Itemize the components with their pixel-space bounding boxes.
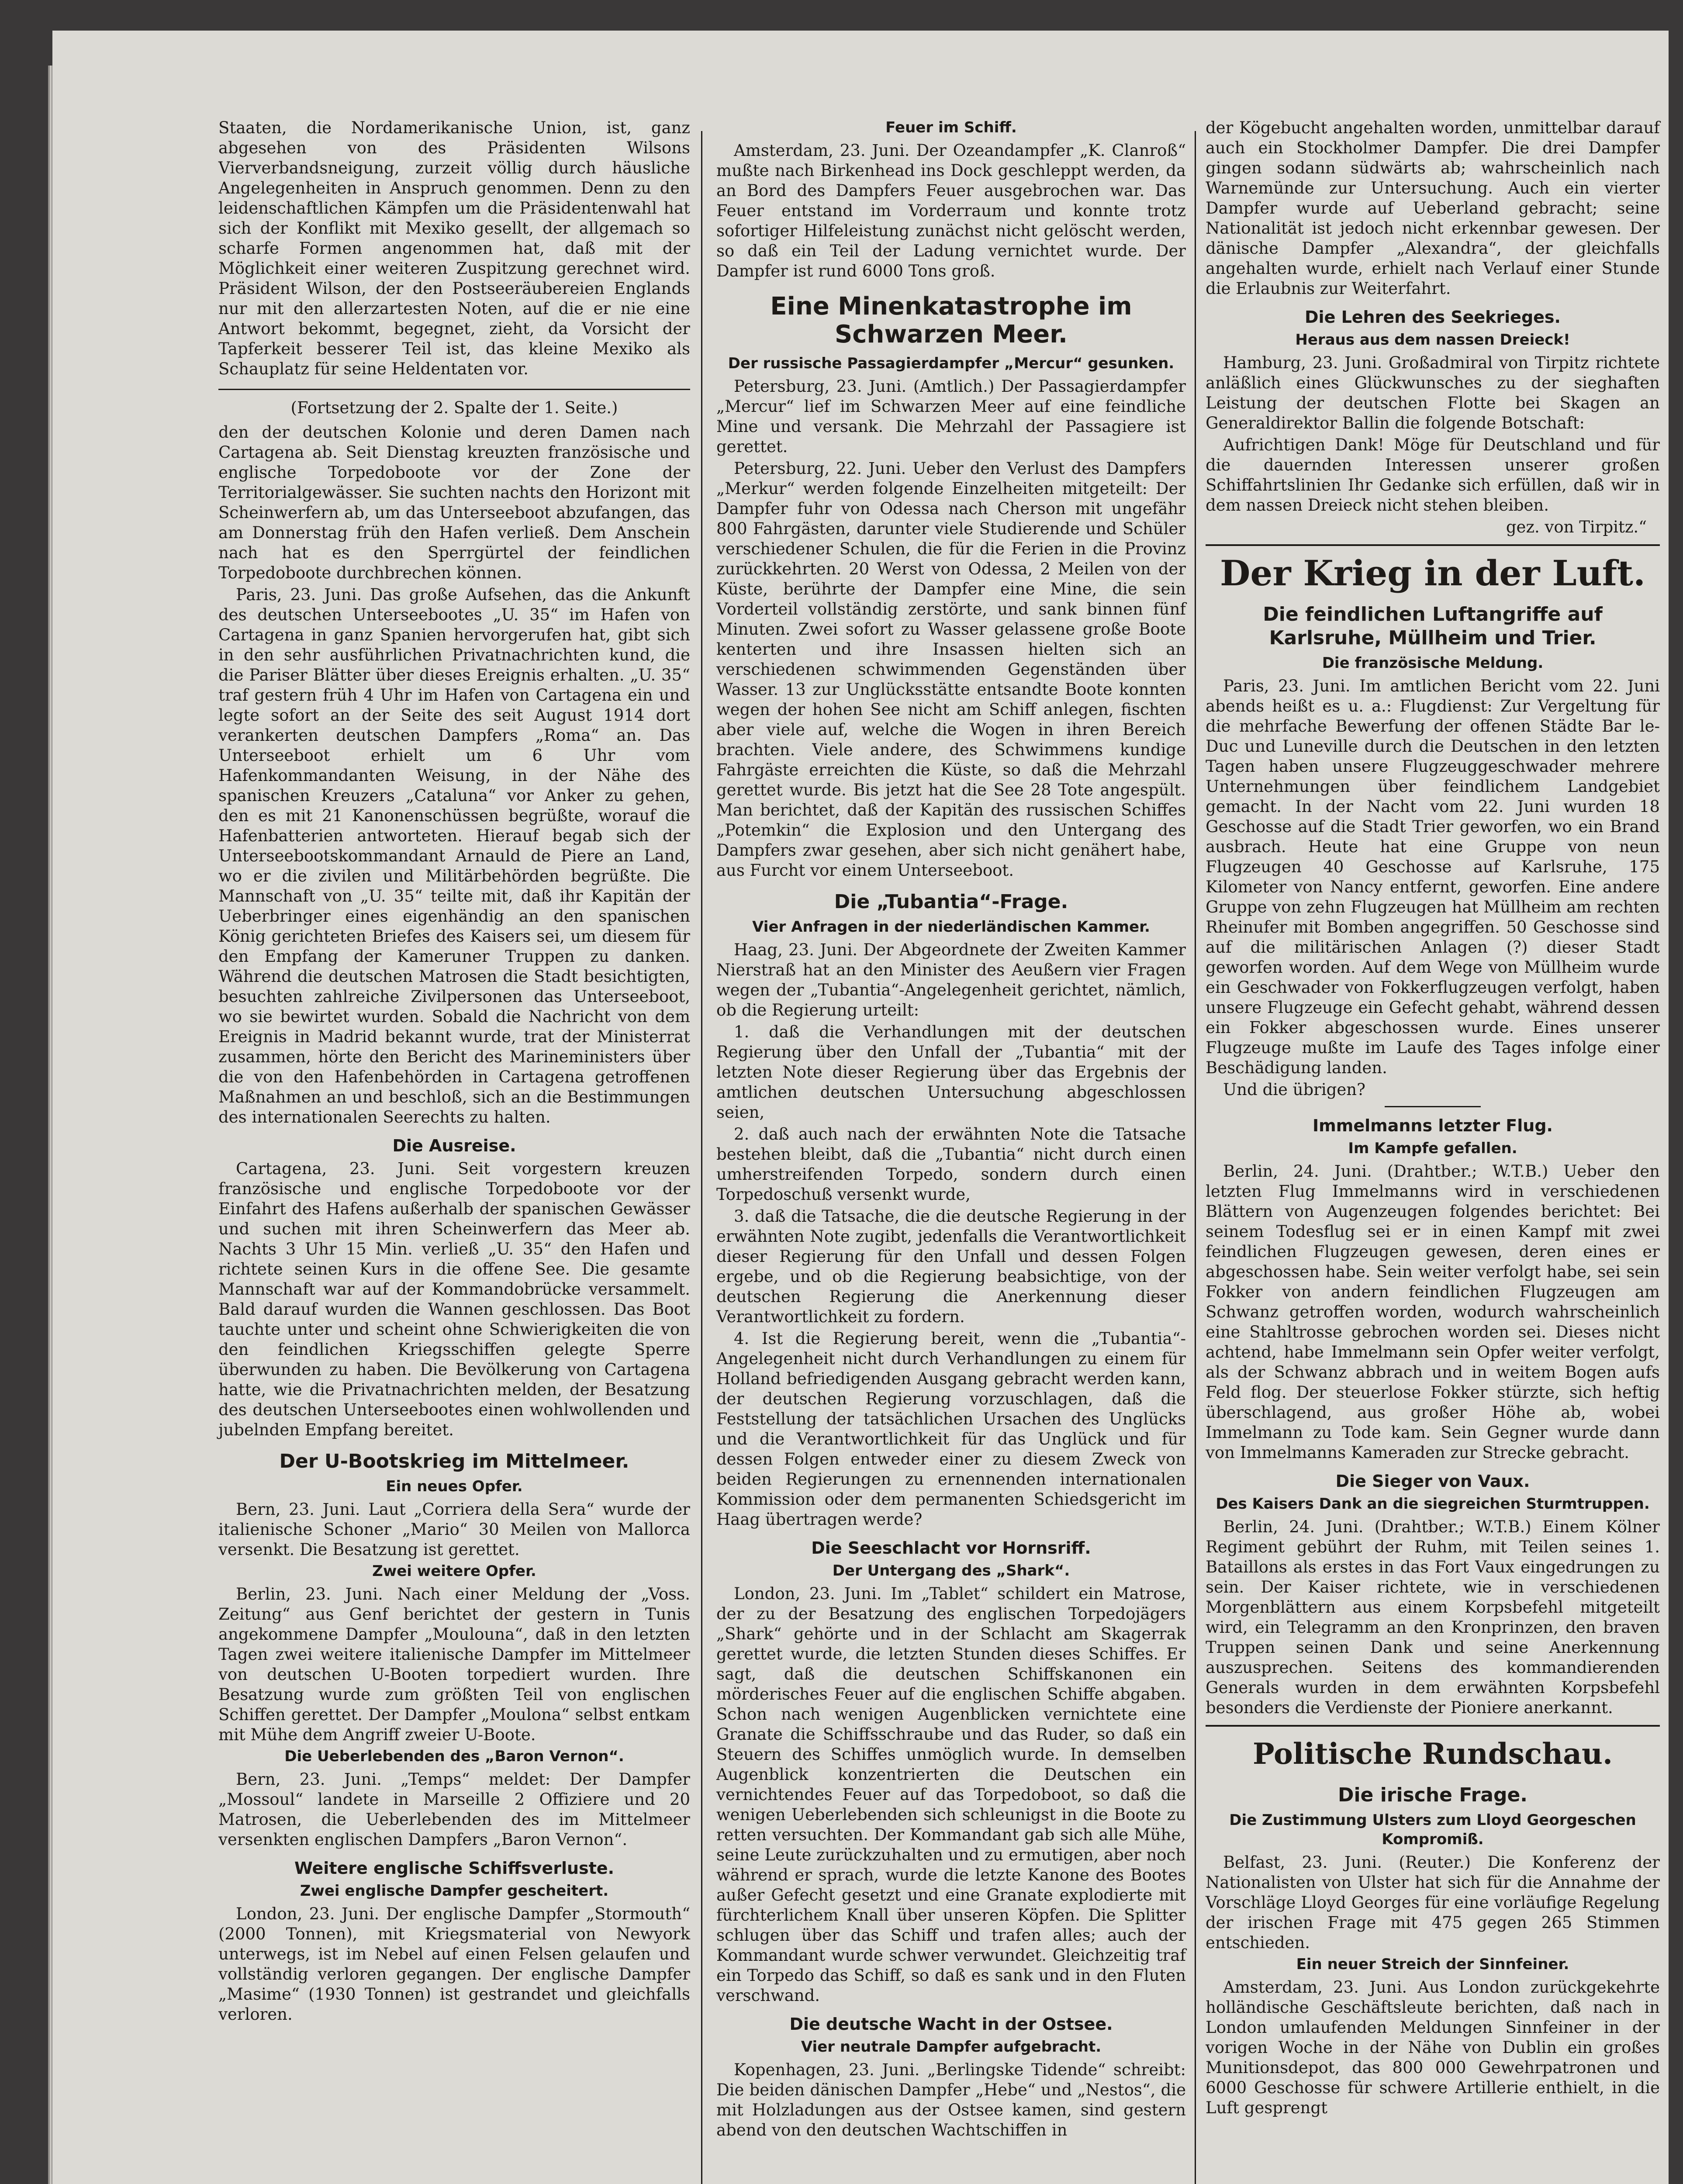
heading-krieg-in-der-luft: Der Krieg in der Luft. [1220,553,1645,594]
subheading-sinnfeiner: Ein neuer Streich der Sinnfeiner. [1296,1956,1569,1973]
paragraph-kopenhagen: Kopenhagen, 23. Juni. „Berlingske Tidende“ schreibt: Die beiden dänischen Dampfer „Hebe“ und „Nestos“, die mit Holzladungen aus der Ostsee kamen, sind gestern abend von den deutschen Wachtschiffen in [716,2060,1186,2139]
heading-tubantia: Die „Tubantia“-Frage. [834,891,1068,913]
paragraph-amsterdam: Amsterdam, 23. Juni. Der Ozeandampfer „K. Clanroß“ mußte nach Birkenhead ins Dock geschleppt werden, da an Bord des Dampfers Feuer ausgebrochen war. Das Feuer entstand im Vorderraum und konnte trotz sofortiger Hilfeleistung zunächst nicht gelöscht werden, so daß ein Teil der Ladung vernichtet wurde. Der Dampfer ist rund 6000 Tons groß. [716,141,1186,280]
paragraph-bern: Bern, 23. Juni. Laut „Corriera della Sera“ wurde der italienische Schoner „Mario“ 30 Meilen von Mallorca versenkt. Die Besatzung ist gerettet. [218,1500,690,1559]
paragraph-koege: der Kögebucht angehalten worden, unmittelbar darauf auch ein Stockholmer Dampfer. Die drei Dampfer gingen sodann südwärts ab; wahrscheinlich nach Warnemünde zur Untersuchung. Auch ein vierter Dampfer wurde auf Ueberland gebracht; seine Nationalität ist jedoch nicht erkennbar gewesen. Der dänische Dampfer „Alexandra“, der gleichfalls angehalten wurde, erhielt nach Verlauf einer Stunde die Erlaubnis zur Weiterfahrt. [1206,118,1660,298]
subheading-dreieck: Heraus aus dem nassen Dreieck! [1295,331,1570,349]
heading-ostsee: Die deutsche Wacht in der Ostsee. [789,2015,1113,2034]
paragraph-uebrigen: Und die übrigen? [1223,1080,1365,1099]
heading-lehren: Die Lehren des Seekrieges. [1305,308,1561,327]
subheading-ulster: Die Zustimmung Ulsters zum Lloyd Georgeschen Kompromiß. [1229,1811,1636,1848]
divider [1206,1725,1660,1727]
heading-luftangriffe: Die feindlichen Luftangriffe auf Karlsruhe, Müllheim und Trier. [1263,603,1603,649]
heading-ausreise: Die Ausreise. [392,1136,516,1155]
subheading-baron-vernon: Die Ueberlebenden des „Baron Vernon“. [284,1748,624,1765]
paragraph-frage-1: 1. daß die Verhandlungen mit der deutschen Regierung über den Unfall der „Tubantia“ mit der letzten Note dieser Regierung über das Ergebnis der amtlichen deutschen Untersuchung abgeschlossen seien, [716,1023,1186,1122]
subheading-vier-neutrale: Vier neutrale Dampfer aufgebracht. [801,2038,1102,2056]
heading-minenkatastrophe: Eine Minenkatastrophe im Schwarzen Meer. [770,292,1132,349]
paragraph-cartagena: den der deutschen Kolonie und deren Damen nach Cartagena ab. Seit Dienstag kreuzten französische und englische Torpedoboote vor der Zone der Territorialgewässer. Sie suchten nachts den Horizont mit Scheinwerfern ab, um das Unterseeboot abzufangen, das am Donnerstag früh den Hafen verließ. Dem Anschein nach hat es den Sperrgürtel der feindlichen Torpedoboote durchbrechen können. [218,423,690,582]
subheading-mercur: Der russische Passagierdampfer „Mercur“ gesunken. [728,355,1175,372]
subheading-vier-anfragen: Vier Anfragen in der niederländischen Kammer. [752,918,1150,936]
subheading-franz-meldung: Die französische Meldung. [1322,654,1544,672]
divider [218,389,690,390]
subheading-kaiser-dank: Des Kaisers Dank an die siegreichen Sturmtruppen. [1216,1495,1650,1513]
paragraph-berlin-2: Berlin, 24. Juni. (Drahtber.; W.T.B.) Ueber den letzten Flug Immelmanns wird in verschiedenen Blättern von Augenzeugen folgendes berichtet: Bei seinem Todesflug sei er in einen Kampf mit zwei feindlichen Flugzeugen gewesen, deren eines er abgeschossen habe. Sein weiter verfolgt habe, sei sein Fokker von andern feindlichen Flugzeugen am Schwanz getroffen worden, wodurch wahrscheinlich eine Stahltrosse gebrochen worden sei. Dieses nicht achtend, habe Immelmann sein Opfer weiter verfolgt, als der Schwanz abbrach und in weitem Bogen aufs Feld flog. Der steuerlose Fokker stürzte, sich heftig überschlagend, aus großer Höhe ab, wobei Immelmann zu Tode kam. Sein Gegner wurde dann von Immelmanns Kameraden zur Strecke gebracht. [1206,1162,1660,1462]
subheading-kampf: Im Kampfe gefallen. [1348,1140,1517,1157]
paragraph-amsterdam-2: Amsterdam, 23. Juni. Aus London zurückgekehrte holländische Geschäftsleute berichten, daß nach in London umlaufenden Meldungen Sinnfeiner in der vorigen Woche in der Nähe von Dublin ein großes Munitionsdepot, das 800 000 Gewehrpatronen und 6000 Geschosse für schwere Artillerie enthielt, in die Luft gesprengt [1206,1978,1660,2117]
heading-immelmann: Immelmanns letzter Flug. [1313,1116,1553,1135]
subheading-shark: Der Untergang des „Shark“. [832,1562,1070,1579]
heading-feuer: Feuer im Schiff. [885,119,1017,136]
paragraph-paris: Paris, 23. Juni. Das große Aufsehen, das die Ankunft des deutschen Unterseebootes „U. 35“ im Hafen von Cartagena in ganz Spanien hervorgerufen hat, gibt sich in den sehr ausführlichen Privatnachrichten kund, die die Pariser Blätter über dieses Ereignis erhalten. „U. 35“ traf gestern früh 4 Uhr im Hafen von Cartagena ein und legte sofort an der Seite des seit August 1914 dort verankerten deutschen Dampfers „Roma“ an. Das Unterseeboot erhielt um 6 Uhr vom Hafenkommandanten Weisung, in der Nähe des spanischen Kreuzers „Cataluna“ vor Anker zu gehen, den es mit 21 Kanonenschüssen begrüßte, worauf die Hafenbatterien antworteten. Hierauf begab sich der Unterseebootskommandant Arnauld de Piere an Land, wo er die zivilen und Militärbehörden begrüßte. Die Mannschaft von „U. 35“ teilte mit, daß ihr Kapitän der Ueberbringer eines eigenhändig an den spanischen König gerichteten Briefes des Kaisers sei, um diesem für den Empfang der Kameruner Truppen zu danken. Während die deutschen Matrosen die Stadt besichtigten, besuchten zahlreiche Zivilpersonen das Unterseeboot, wo sie bewirtet wurden. Sobald die Nachricht von dem Ereignis in Madrid bekannt wurde, trat der Ministerrat zusammen, hörte den Bericht des Marineministers über die von den Hafenbehörden in Cartagena getroffenen Maßnahmen an und beschloß, sich an die Bestimmungen des internationalen Seerechts zu halten. [218,585,690,1127]
paragraph-haag: Haag, 23. Juni. Der Abgeordnete der Zweiten Kammer Nierstraß hat an den Minister des Aeußern vier Fragen wegen der „Tubantia“-Angelegenheit gerichtet, nämlich, ob die Regierung urteilt: [716,940,1186,1019]
paragraph-paris-2: Paris, 23. Juni. Im amtlichen Bericht vom 22. Juni abends heißt es u. a.: Flugdienst: Zur Vergeltung für die mehrfache Bewerfung der offenen Städte Bar le-Duc und Luneville durch die Deutschen in den letzten Tagen haben unsere Flugzeuggeschwader mehrere Unternehmungen über feindlichem Landgebiet gemacht. In der Nacht vom 22. Juni wurden 18 Geschosse auf die Stadt Trier geworfen, wo ein Brand ausbrach. Heute hat eine Gruppe von neun Flugzeugen 40 Geschosse auf Karlsruhe, 175 Kilometer von Nancy entfernt, geworfen. Eine andere Gruppe von zehn Flugzeugen hat Müllheim am rechten Rheinufer mit Bomben angegriffen. 50 Geschosse sind auf die militärischen Anlagen (?) dieser Stadt geworfen worden. Auf dem Wege von Müllheim wurde ein Geschwader von Fokkerflugzeugen verfolgt, haben unsere Flugzeuge ein Gefecht gehabt, während dessen ein Fokker abgeschossen wurde. Eines unserer Flugzeuge mußte im Laufe des Tages infolge einer Beschädigung landen. [1206,677,1660,1077]
paragraph-belfast: Belfast, 23. Juni. (Reuter.) Die Konferenz der Nationalisten von Ulster hat sich für die Annahme der Vorschläge Lloyd Georges für eine vorläufige Regelung der irischen Frage mit 475 gegen 265 Stimmen entschieden. [1206,1853,1660,1952]
paragraph-frage-3: 3. daß die Tatsache, die die deutsche Regierung in der erwähnten Note zugibt, jedenfalls die Verantwortlichkeit dieser Regierung für den Unfall und dessen Folgen ergebe, und ob die Regierung beabsichtige, von der deutschen Regierung die Anerkennung dieser Verantwortlichkeit zu fordern. [716,1207,1186,1326]
paragraph-petersburg-2: Petersburg, 22. Juni. Ueber den Verlust des Dampfers „Merkur“ werden folgende Einzelheiten mitgeteilt: Der Dampfer fuhr von Odessa nach Cherson mit ungefähr 800 Fahrgästen, darunter viele Studierende und Schüler verschiedener Schulen, die für die Ferien in die Provinz zurückkehrten. 20 Werst von Odessa, 2 Meilen von der Küste, berührte der Dampfer eine Mine, die sein Vorderteil vollständig zerstörte, und sank binnen fünf Minuten. Zwei sofort zu Wasser gelassene große Boote kenterten und ihre Insassen hielten sich an verschiedenen schwimmenden Gegenständen über Wasser. 13 zur Unglücksstätte entsandte Boote konnten wegen der hohen See nicht am Schiff anlegen, fischten aber viele auf, welche die Wogen in ihren Bereich brachten. Viele andere, des Schwimmens kundige Fahrgäste erreichten die Küste, so daß die Mehrzahl gerettet wurde. Bis jetzt hat die See 28 Tote angespült. Man berichtet, daß der Kapitän des russischen Schiffes „Potemkin“ die Explosion und den Untergang des Dampfers zwar gesehen, aber sich nicht genähert habe, aus Furcht vor einem Unterseeboot. [716,459,1186,880]
paragraph-berlin: Berlin, 23. Juni. Nach einer Meldung der „Voss. Zeitung“ aus Genf berichtet der gestern in Tunis angekommene Dampfer „Moulouna“, daß in den letzten Tagen zwei weitere italienische Dampfer im Mittelmeer von deutschen U-Booten torpediert wurden. Ihre Besatzung wurde zum größten Teil von englischen Schiffen gerettet. Der Dampfer „Moulona“ selbst entkam mit Mühe dem Angriff zweier U-Boote. [218,1585,690,1744]
paragraph-berlin-3: Berlin, 24. Juni. (Drahtber.; W.T.B.) Einem Kölner Regiment gebührt der Ruhm, mit Teilen seines 1. Bataillons als erstes in das Fort Vaux eingedrungen zu sein. Der Kaiser richtete, wie in verschiedenen Morgenblättern aus einem Korpsbefehl mitgeteilt wird, ein Telegramm an den Kronprinzen, den braven Truppen seinen Dank und seine Anerkennung auszusprechen. Seitens des kommandierenden Generals wurden in dem erwähnten Korpsbefehl besonders die Verdienste der Pioniere anerkannt. [1206,1517,1660,1717]
heading-politische-rundschau: Politische Rundschau. [1253,1737,1613,1771]
paragraph-london: London, 23. Juni. Der englische Dampfer „Stormouth“ (2000 Tonnen), mit Kriegsmaterial von Newyork unterwegs, ist im Nebel auf einen Felsen gelaufen und vollständig verloren gegangen. Der englische Dampfer „Masime“ (1930 Tonnen) ist gestrandet und gleichfalls verloren. [218,1904,690,2024]
divider [1385,1106,1481,1107]
heading-irische-frage: Die irische Frage. [1337,1784,1528,1806]
paragraph-ausreise: Cartagena, 23. Juni. Seit vorgestern kreuzen französische und englische Torpedoboote vor der Einfahrt des Hafens außerhalb der spanischen Gewässer und suchen mit ihren Scheinwerfern das Meer ab. Nachts 3 Uhr 15 Min. verließ „U. 35“ den Hafen und richtete seinen Kurs in die offene See. Die gesamte Mannschaft war auf der Kommandobrücke versammelt. Bald darauf wurden die Wannen geschlossen. Das Boot tauchte unter und scheint ohne Schwierigkeiten die von den feindlichen Kriegsschiffen gelegte Sperre überwunden zu haben. Die Bevölkerung von Cartagena hatte, wie die Privatnachrichten melden, der Besatzung des deutschen Unterseebootes einen wohlwollenden und jubelnden Empfang bereitet. [218,1159,690,1439]
column-rule-2 [1195,131,1196,2184]
heading-schiffsverluste: Weitere englische Schiffsverluste. [294,1859,615,1878]
column-3 [1206,118,1660,2120]
paragraph-london-2: London, 23. Juni. Im „Tablet“ schildert ein Matrose, der zu der Besatzung des englischen Torpedojägers „Shark“ gehörte und in der Schlacht am Skagerrak gerettet wurde, die letzten Stunden dieses Schiffes. Er sagt, daß die deutschen Schiffskanonen ein mörderisches Feuer auf die englischen Schiffe abgaben. Schon nach wenigen Augenblicken vernichtete eine Granate die Schiffsschraube und das Ruder, so daß ein Steuern des Schiffes unmöglich wurde. In demselben Augenblick konzentrierten die Deutschen ein vernichtendes Feuer auf das Torpedoboot, so daß die wenigen Ueberlebenden sich schleunigst in die Boote zu retten versuchten. Der Kommandant gab sich alle Mühe, seine Leute zurückzuhalten und zu ermutigen, aber noch während er sprach, wurde die letzte Kanone des Bootes außer Gefecht gesetzt und eine Granate explodierte mit fürchterlichem Knall über unseren Köpfen. Die Splitter schlugen über das Schiff und trafen alles; auch der Kommandant wurde schwer verwundet. Gleichzeitig traf ein Torpedo das Schiff, so daß es sank und in den Fluten verschwand. [716,1584,1186,2005]
column-1 [218,118,690,2026]
paragraph-petersburg-1: Petersburg, 23. Juni. (Amtlich.) Der Passagierdampfer „Mercur“ lief im Schwarzen Meer auf eine feindliche Mine und versank. Die Mehrzahl der Passagiere ist gerettet. [716,377,1186,456]
paragraph-intro: Staaten, die Nordamerikanische Union, ist, ganz abgesehen von des Präsidenten Wilsons Vierverbandsneigung, zurzeit völlig durch häusliche Angelegenheiten in Anspruch genommen. Denn zu den leidenschaftlichen Kämpfen um die Präsidentenwahl hat sich der Konflikt mit Mexiko gesellt, der allgemach so scharfe Formen angenommen hat, daß mit der Möglichkeit einer weiteren Zuspitzung gerechnet wird. Präsident Wilson, der den Postseeräubereien Englands nur mit den allerzartesten Noten, auf die er nie eine Antwort bekommt, begegnet, zieht, da Vorsicht der Tapferkeit besserer Teil ist, das kleine Mexiko als Schauplatz für seine Heldentaten vor. [218,118,690,378]
subheading-zwei-dampfer: Zwei englische Dampfer gescheitert. [300,1882,609,1900]
signature-tirpitz: gez. von Tirpitz.“ [1506,518,1647,536]
heading-seeschlacht: Die Seeschlacht vor Hornsriff. [811,1538,1091,1558]
paragraph-frage-2: 2. daß auch nach der erwähnten Note die Tatsache bestehen bleibt, daß die „Tubantia“ nicht durch einen umherstreifenden Torpedo, sondern durch einen Torpedoschuß versenkt wurde, [716,1125,1186,1204]
paragraph-hamburg: Hamburg, 23. Juni. Großadmiral von Tirpitz richtete anläßlich eines Glückwunsches zu der sieghaften Leistung der deutschen Flotte bei Skagen an Generaldirektor Ballin die folgende Botschaft: [1206,353,1660,432]
column-2 [716,118,1186,2142]
divider [1206,544,1660,546]
subheading-zwei-opfer: Zwei weitere Opfer. [372,1562,536,1580]
paragraph-baron: Bern, 23. Juni. „Temps“ meldet: Der Dampfer „Mossoul“ landete in Marseille 2 Offiziere und 20 Matrosen, die Ueberlebenden des im Mittelmeer versenkten englischen Dampfers „Baron Vernon“. [218,1770,690,1849]
subheading-neues-opfer: Ein neues Opfer. [386,1478,523,1495]
heading-ubootskrieg: Der U-Bootskrieg im Mittelmeer. [279,1450,629,1472]
column-rule-1 [701,131,702,2184]
continuation-note: (Fortsetzung der 2. Spalte der 1. Seite.) [290,398,618,417]
paragraph-dank: Aufrichtigen Dank! Möge für Deutschland und für die dauernden Interessen unserer großen Schiffahrtslinien Ihr Gedanke sich erfüllen, daß wir in dem nassen Dreieck nicht stehen bleiben. [1206,435,1660,515]
paragraph-frage-4: 4. Ist die Regierung bereit, wenn die „Tubantia“-Angelegenheit nicht durch Verhandlungen zu einem für Holland befriedigenden Ausgang gebracht werden kann, der deutschen Regierung vorzuschlagen, daß die Feststellung der tatsächlichen Ursachen des Unglücks und die Verantwortlichkeit für das Unglück und für dessen Folgen entweder einer zu diesem Zweck von beiden Regierungen zu ernennenden internationalen Kommission oder dem permanenten Schiedsgericht im Haag übertragen werde? [716,1329,1186,1529]
heading-vaux: Die Sieger von Vaux. [1335,1472,1530,1491]
